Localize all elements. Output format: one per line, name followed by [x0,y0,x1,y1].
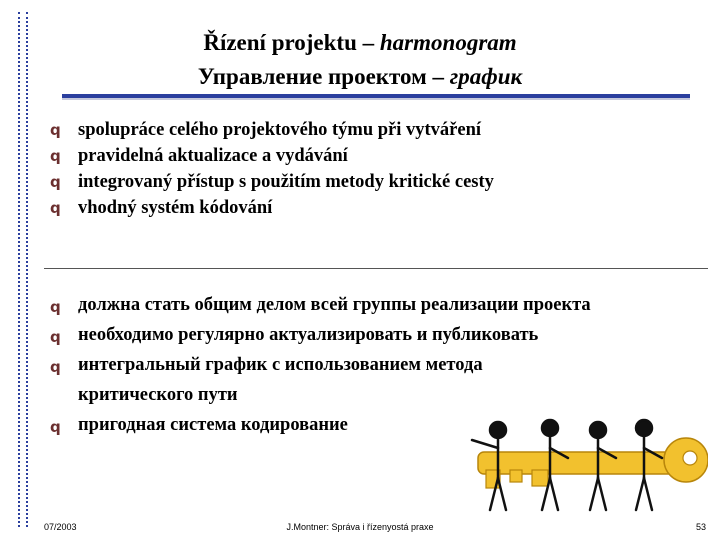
page-number: 53 [695,522,706,532]
list-item [50,195,670,221]
list-item [50,350,518,410]
slide-title-russian [0,64,720,90]
bullet-icon: q [50,173,61,191]
bullet-icon: q [50,298,61,316]
title-russian-plain: Управление проектом – [197,64,450,89]
title-underline [62,94,690,100]
list-item [50,143,670,169]
bullet-icon: q [50,147,61,165]
bullet-text: integrovaný přístup s použitím metody kritické cesty [78,172,494,192]
bullet-icon: q [50,199,61,217]
footer-author: J.Montner: Správa i řízenyostá praxe [286,522,434,532]
bullet-text: интегральный график с использованием метода критического пути [78,355,483,405]
slide-title-czech [0,30,720,56]
list-item [50,117,670,143]
bullet-icon: q [50,418,61,436]
bullet-icon: q [50,121,61,139]
bullet-text: должна стать общим делом всей группы реализации проекта [78,295,591,315]
section-divider [44,268,708,269]
bullet-text: pravidelná aktualizace a vydávání [78,146,348,166]
title-czech-plain: Řízení projektu – [203,30,380,55]
bullet-text: vhodný systém kódování [78,198,273,218]
bullet-text: spolupráce celého projektového týmu při vytváření [78,120,482,140]
bullet-text: необходимо регулярно актуализировать и публиковать [78,325,539,345]
czech-bullet-list [50,117,670,221]
bullet-icon: q [50,328,61,346]
list-item [50,169,670,195]
bullet-icon: q [50,358,61,376]
footer-date: 07/2003 [44,522,77,532]
list-item [50,290,690,320]
bullet-text: пригодная система кодирование [78,415,348,435]
list-item [50,320,690,350]
people-pushing-key-icon [458,410,708,520]
title-russian-italic: график [449,64,523,89]
title-czech-italic: harmonogram [379,30,517,55]
